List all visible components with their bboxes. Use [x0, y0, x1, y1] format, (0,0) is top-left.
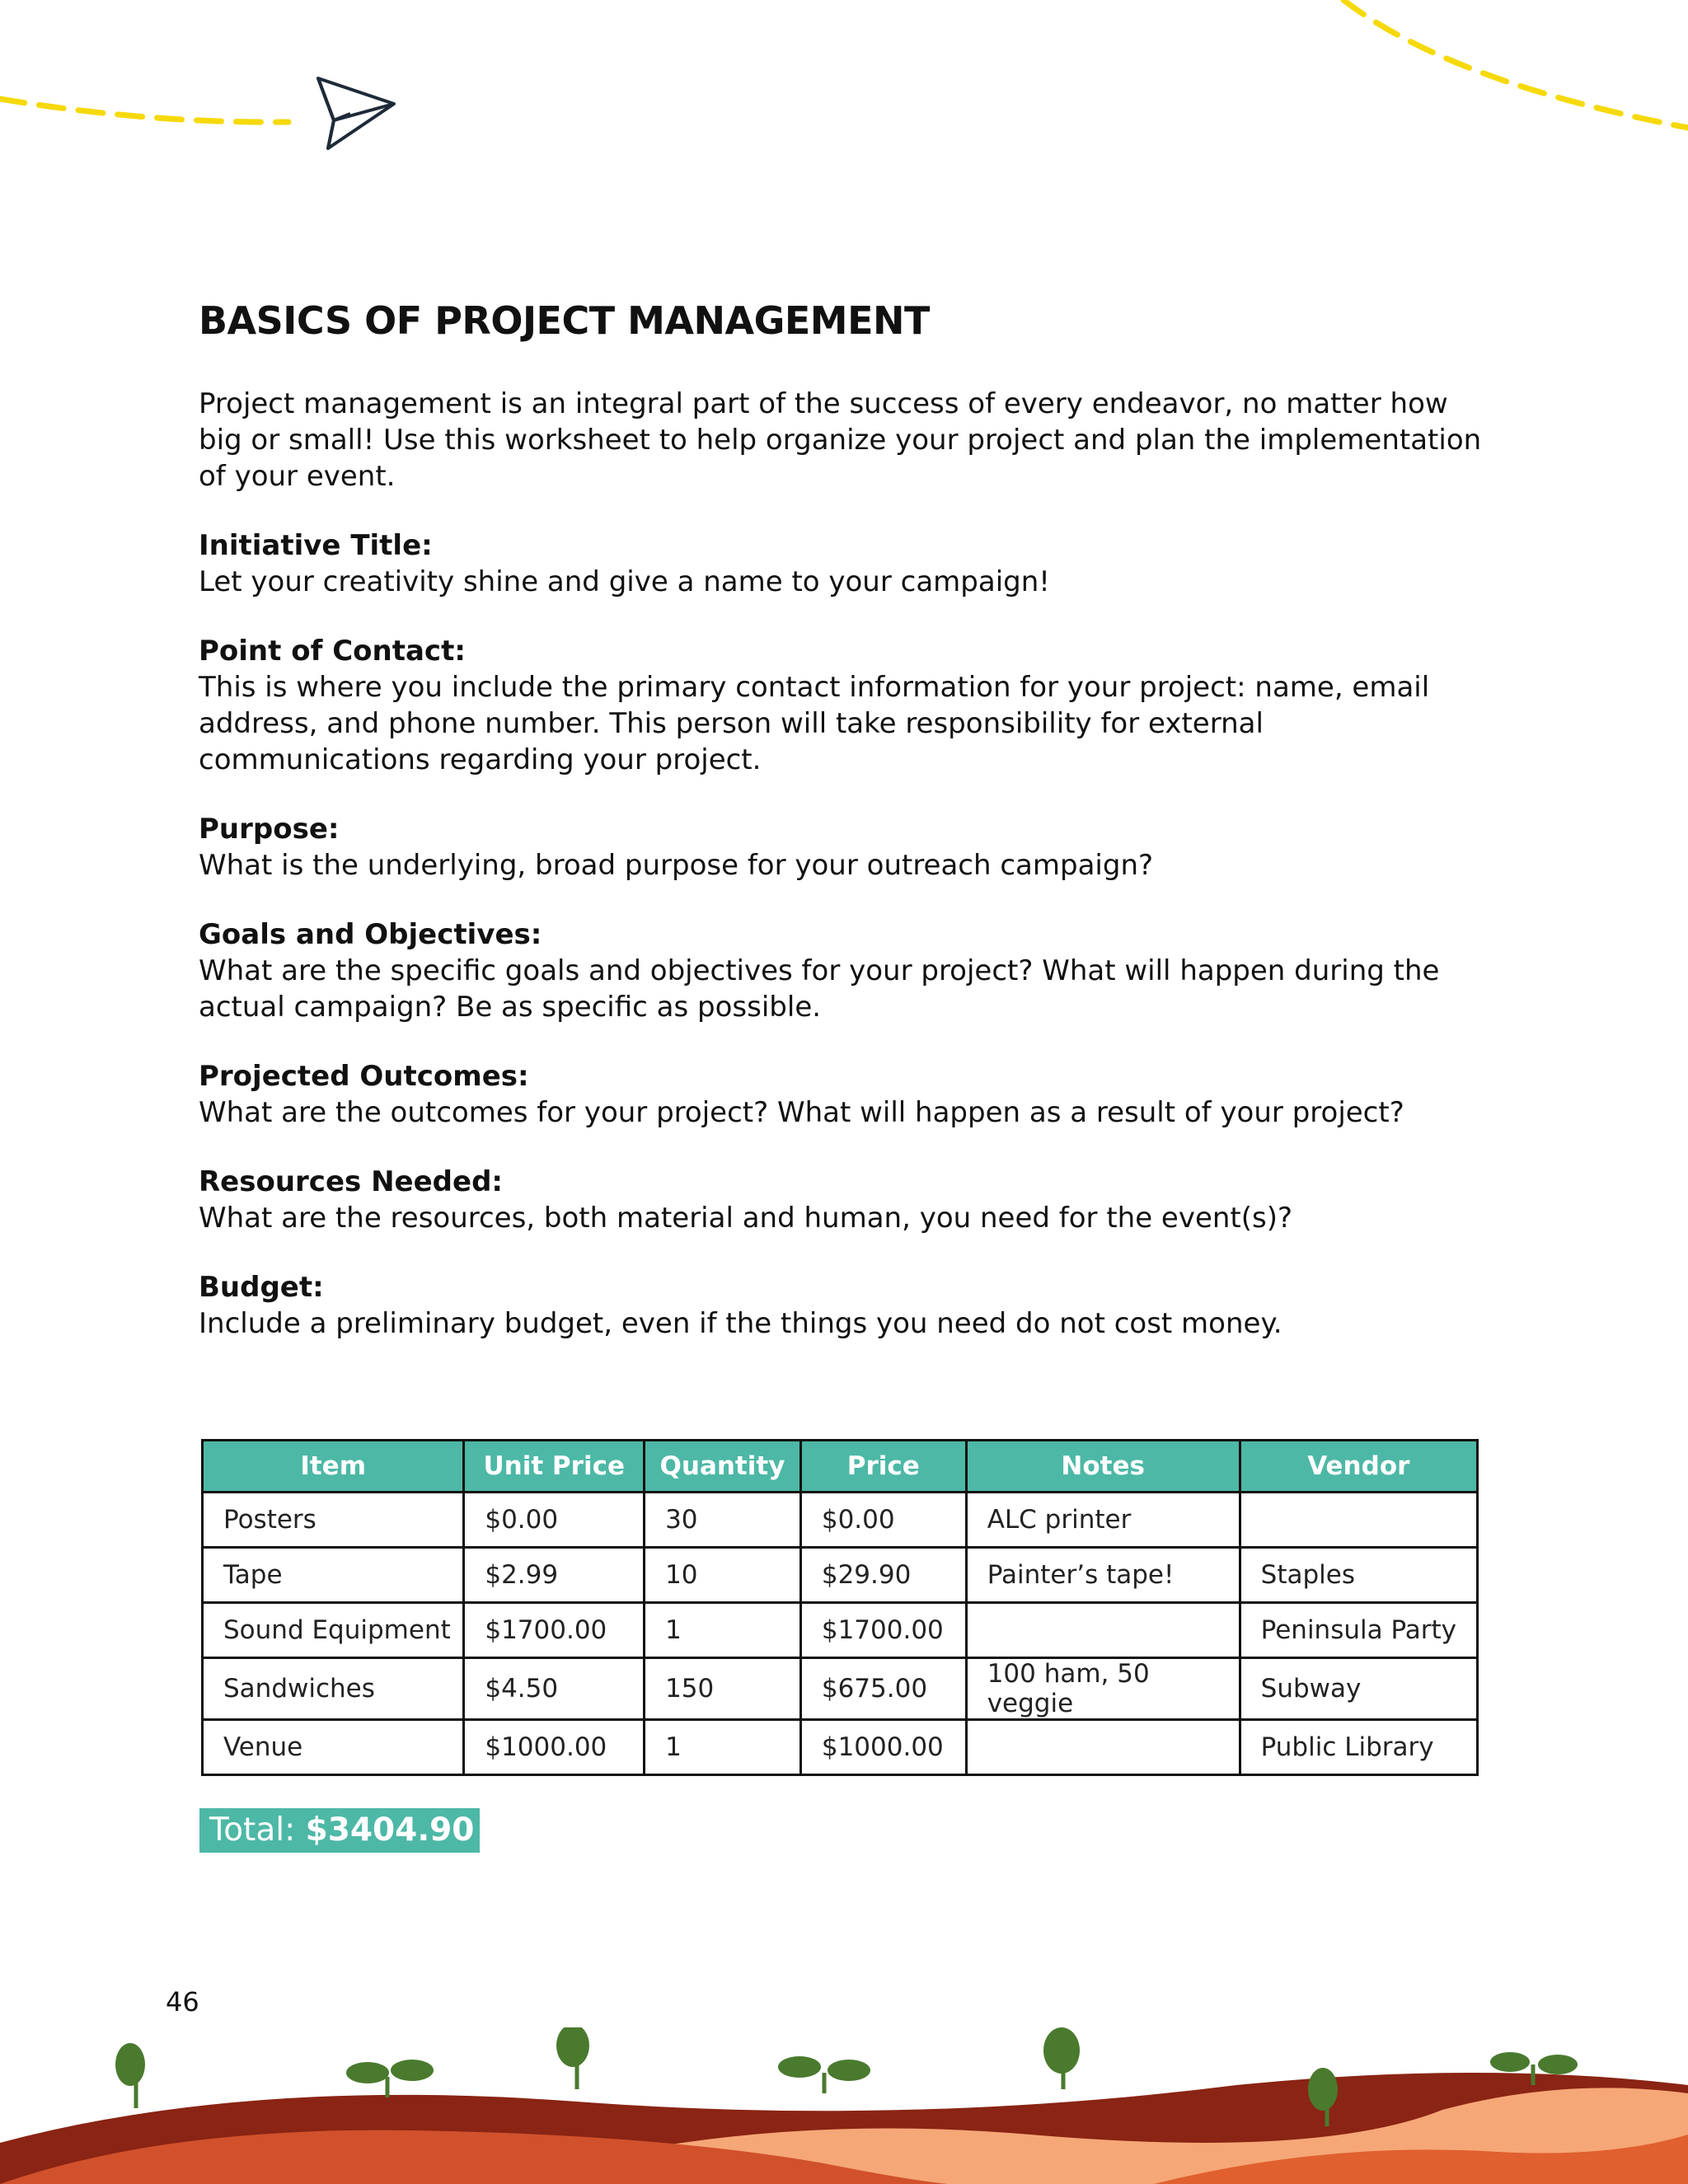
table-cell: 1: [645, 1603, 801, 1658]
table-row: [203, 1548, 1478, 1603]
column-header-unit-price: Unit Price: [464, 1441, 645, 1493]
table-cell: Painter’s tape!: [966, 1548, 1240, 1603]
table-cell: $1000.00: [800, 1720, 966, 1775]
section-description: This is where you include the primary contact information for your project: name, email address, and phone number. This person will take responsibility for external communications regarding your project.: [199, 671, 1430, 776]
column-header-price: Price: [800, 1441, 966, 1493]
table-cell: Public Library: [1240, 1720, 1477, 1775]
section-label: Resources Needed:: [199, 1165, 504, 1198]
page-title: BASICS OF PROJECT MANAGEMENT: [199, 298, 930, 343]
table-cell: Sandwiches: [203, 1658, 464, 1720]
column-header-quantity: Quantity: [645, 1441, 801, 1493]
total-badge: [199, 1808, 480, 1853]
table-cell: Subway: [1240, 1658, 1477, 1720]
column-header-notes: Notes: [966, 1441, 1240, 1493]
budget-table: [201, 1439, 1479, 1776]
section-goals-objectives: [199, 916, 1493, 1025]
section-label: Initiative Title:: [199, 529, 433, 562]
document-body: [199, 298, 1493, 1375]
header-decoration: [0, 0, 1688, 214]
section-description: Let your creativity shine and give a name to your campaign!: [199, 565, 1050, 598]
section-budget: [199, 1269, 1493, 1342]
section-description: What are the resources, both material and human, you need for the event(s)?: [199, 1202, 1293, 1235]
dashed-flight-path-right: [1343, 0, 1688, 128]
section-label: Budget:: [199, 1271, 324, 1304]
table-cell: $0.00: [800, 1493, 966, 1548]
table-cell: Venue: [203, 1720, 464, 1775]
section-label: Projected Outcomes:: [199, 1060, 529, 1093]
table-cell: Sound Equipment: [203, 1603, 464, 1658]
table-cell: 1: [645, 1720, 801, 1775]
total-value: $3404.90: [305, 1811, 475, 1849]
dashed-flight-path-left: [0, 99, 288, 122]
table-row: [203, 1493, 1478, 1548]
section-description: Include a preliminary budget, even if the things you need do not cost money.: [199, 1307, 1282, 1340]
sprout-icon: [346, 2060, 434, 2097]
table-cell: $0.00: [464, 1493, 645, 1548]
table-cell: $675.00: [800, 1658, 966, 1720]
section-description: What is the underlying, broad purpose for your outreach campaign?: [199, 849, 1154, 882]
column-header-item: Item: [203, 1441, 464, 1493]
section-label: Purpose:: [199, 813, 340, 846]
table-header-row: [203, 1441, 1478, 1493]
table-cell: [1240, 1493, 1477, 1548]
table-cell: Staples: [1240, 1548, 1477, 1603]
section-label: Point of Contact:: [199, 635, 466, 668]
table-cell: 150: [645, 1658, 801, 1720]
section-label: Goals and Objectives:: [199, 918, 542, 951]
table-cell: ALC printer: [966, 1493, 1240, 1548]
table-cell: $29.90: [800, 1548, 966, 1603]
total-label: Total:: [209, 1811, 296, 1849]
table-cell: $4.50: [464, 1658, 645, 1720]
table-row: [203, 1658, 1478, 1720]
sprout-icon: [115, 2043, 145, 2108]
table-cell: $1700.00: [800, 1603, 966, 1658]
section-description: What are the outcomes for your project? What will happen as a result of your project?: [199, 1096, 1404, 1129]
table-cell: Tape: [203, 1548, 464, 1603]
table-cell: 30: [645, 1493, 801, 1548]
section-point-of-contact: [199, 633, 1493, 778]
section-description: What are the specific goals and objectives for your project? What will happen during the actual campaign? Be as specific as possible.: [199, 954, 1440, 1024]
page-number: 46: [166, 1986, 199, 2018]
sprout-icon: [1043, 2027, 1080, 2089]
intro-paragraph: Project management is an integral part of the success of every endeavor, no matter how big or small! Use this worksheet to help organize your project and plan the implementation of your event.: [199, 387, 1482, 493]
section-initiative-title: [199, 527, 1493, 600]
table-row: [203, 1603, 1478, 1658]
table-cell: Posters: [203, 1493, 464, 1548]
paper-plane-icon: [318, 78, 394, 148]
table-cell: [966, 1603, 1240, 1658]
table-cell: $1700.00: [464, 1603, 645, 1658]
table-row: [203, 1720, 1478, 1775]
table-cell: $1000.00: [464, 1720, 645, 1775]
table-cell: $2.99: [464, 1548, 645, 1603]
sprout-icon: [778, 2056, 870, 2093]
section-projected-outcomes: [199, 1058, 1493, 1131]
section-purpose: [199, 811, 1493, 883]
column-header-vendor: Vendor: [1240, 1441, 1477, 1493]
table-cell: Peninsula Party: [1240, 1603, 1477, 1658]
section-resources-needed: [199, 1164, 1493, 1236]
sprout-icon: [556, 2027, 589, 2089]
table-cell: [966, 1720, 1240, 1775]
table-cell: 10: [645, 1548, 801, 1603]
table-cell: 100 ham, 50 veggie: [966, 1658, 1240, 1720]
footer-hills-decoration: [0, 2027, 1688, 2184]
